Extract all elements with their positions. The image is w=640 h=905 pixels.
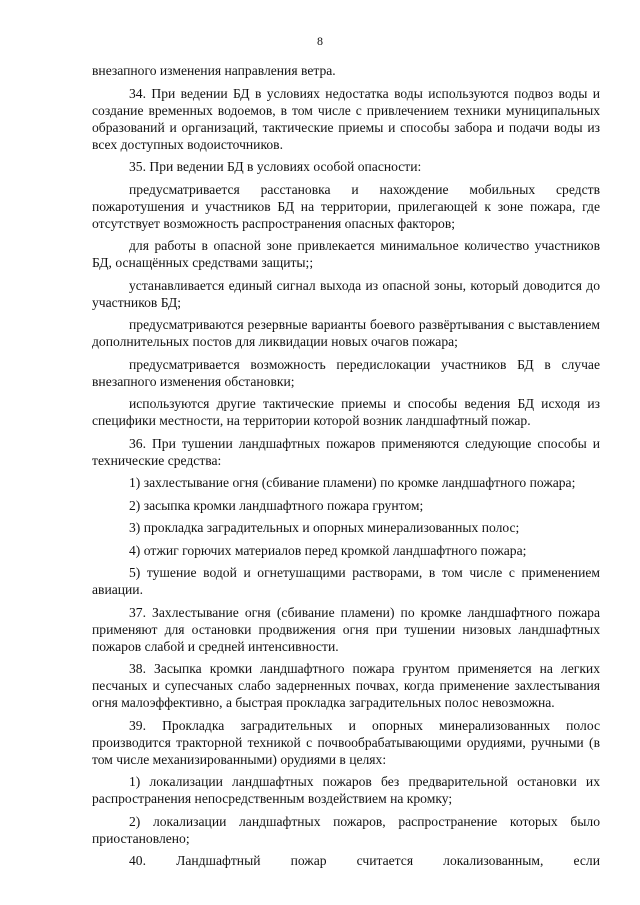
paragraph: 35. При ведении БД в условиях особой опасности: — [129, 159, 422, 174]
paragraph: 34. При ведении БД в условиях недостатка воды используются подвоз воды и создание временных водоемов, в том числе с привлечением техники муниципальных образований и организаций, тактические приемы и способы забора и подачи воды из всех доступных водоисточников. — [92, 85, 600, 152]
page-number: 8 — [317, 34, 323, 48]
paragraph: 37. Захлестывание огня (сбивание пламени) по кромке ландшафтного пожара применяют для остановки продвижения огня при тушении низовых ландшафтных пожаров слабой и средней интенсивности. — [92, 604, 600, 654]
paragraph: устанавливается единый сигнал выхода из опасной зоны, который доводится до участников БД; — [92, 277, 600, 310]
list-item: 1) захлестывание огня (сбивание пламени) по кромке ландшафтного пожара; — [129, 475, 576, 490]
list-item: 2) локализации ландшафтных пожаров, распространение которых было приостановлено; — [92, 813, 600, 846]
paragraph: предусматриваются резервные варианты боевого развёртывания с выставлением дополнительных постов для ликвидации новых очагов пожара; — [92, 317, 600, 349]
document-body — [92, 62, 600, 875]
paragraph: используются другие тактические приемы и способы ведения БД исходя из специфики местности, на территории которой возник ландшафтный пожар. — [92, 396, 600, 428]
list-item: 4) отжиг горючих материалов перед кромкой ландшафтного пожара; — [129, 542, 527, 558]
paragraph: 36. При тушении ландшафтных пожаров применяются следующие способы и технические средства: — [92, 435, 600, 468]
paragraph: предусматривается расстановка и нахождение мобильных средств пожаротушения и участников БД на территории, прилегающей к зоне пожара, где отсутствует возможность распространения опасных факторов; — [92, 181, 600, 231]
paragraph: внезапного изменения направления ветра. — [92, 63, 336, 78]
list-item: 2) засыпка кромки ландшафтного пожара грунтом; — [129, 497, 424, 513]
list-item: 3) прокладка заградительных и опорных минерализованных полос; — [129, 520, 520, 535]
paragraph: предусматривается возможность передислокации участников БД в случае внезапного изменения обстановки; — [92, 356, 600, 389]
paragraph: 40. Ландшафтный пожар считается локализованным, если — [129, 853, 600, 868]
list-item: 1) локализации ландшафтных пожаров без предварительной остановки их распространения непосредственным воздействием на кромку; — [92, 774, 600, 806]
paragraph: 38. Засыпка кромки ландшафтного пожара грунтом применяется на легких песчаных и супесчаных слабо задерненных почвах, когда применение захлестывания огня малоэффективно, а быстрая прокладка заградительных полос невозможна. — [92, 661, 600, 710]
paragraph: 39. Прокладка заградительных и опорных минерализованных полос производится тракторной техникой с почвообрабатывающими орудиями, ручными (в том числе механизированными) орудиями в целях: — [92, 717, 600, 767]
paragraph: для работы в опасной зоне привлекается минимальное количество участников БД, оснащённых средствами защиты;; — [92, 238, 600, 270]
list-item: 5) тушение водой и огнетушащими растворами, в том числе с применением авиации. — [92, 565, 600, 597]
